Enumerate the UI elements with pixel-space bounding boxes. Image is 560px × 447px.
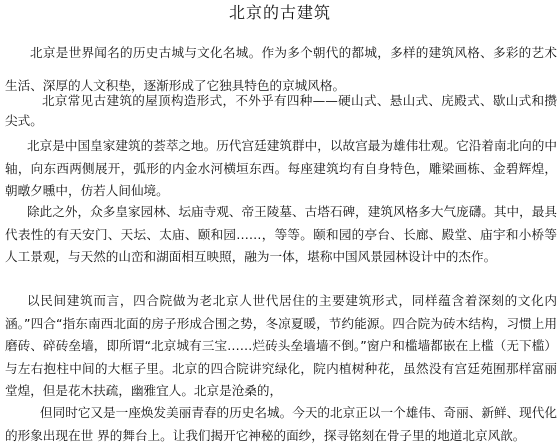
paragraph-roof-styles: 北京常见古建筑的屋顶构造形式，不外乎有四种——硬山式、悬山式、庑殿式、歇山式和攒尖式。 <box>5 93 557 128</box>
paragraph-intro: 北京是世界闻名的历史古城与文化名城。作为多个朝代的都城，多样的建筑风格、多彩的艺术生活、深厚的人文积垫，逐渐形成了它独具特色的京城风格。 <box>5 45 557 93</box>
paragraph-siheyuan: 以民间建筑而言，四合院做为老北京人世代居住的主要建筑形式，同样蕴含着深刻的文化内涵。”四合“指东南西北面的房子形成合围之势，冬凉夏暖，节约能源。四合院为砖木结构，习惯上用磨砖、碎砖垒墙，即所谓“北京城有三宝……烂砖头垒墙墙不倒。”窗户和槛墙都嵌在上槛（无下槛）与左右抱柱中间的大框子里。北京的四合院讲究绿化，院内植树种花，虽然没有宫廷苑囿那样富丽堂煌，但是花木扶疏，幽雅宜人。北京是沧桑的， <box>5 293 557 398</box>
paragraph-imperial-architecture: 北京是中国皇家建筑的荟萃之地。历代宫廷建筑群中，以故宫最为雄伟壮观。它沿着南北向的中轴，向东西两侧展开，弧形的内金水河横垣东西。每座建筑均有自身特色，雕梁画栋、金碧辉煌，朝暾夕曛中，仿若人间仙境。 <box>5 138 557 198</box>
document-title: 北京的古建筑 <box>228 3 331 22</box>
paragraph-modern-beijing: 但同时它又是一座焕发美丽青春的历史名城。今天的北京正以一个雄伟、奇丽、新鲜、现代化的形象出现在世 界的舞台上。让我们揭开它神秘的面纱，探寻铭刻在骨子里的地道北京风歆。 <box>5 405 557 443</box>
paragraph-gardens-temples: 除此之外，众多皇家园林、坛庙寺观、帝王陵墓、古塔石碑，建筑风格多大气庞礴。其中，最具代表性的有天安门、天坛、太庙、颐和园……，等等。颐和园的亭台、长廊、殿堂、庙宇和小桥等人工景观，与天然的山峦和湖面相互映照，融为一体，堪称中国风景园林设计中的杰作。 <box>5 204 557 264</box>
